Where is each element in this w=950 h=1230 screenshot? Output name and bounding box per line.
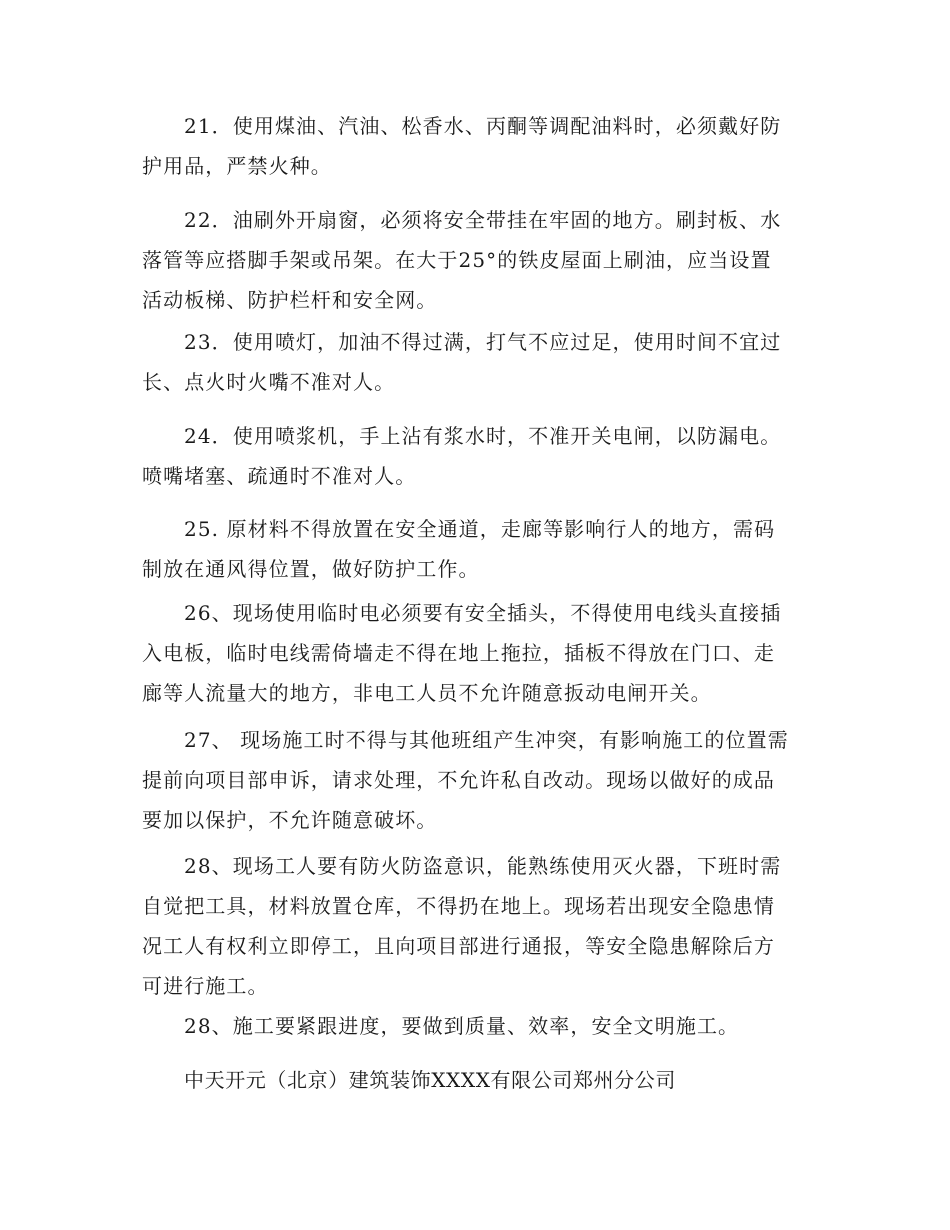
paragraph-line: 提前向项目部申诉，请求处理，不允许私自改动。现场以做好的成品 xyxy=(142,768,775,792)
paragraph-line: 长、点火时火嘴不准对人。 xyxy=(142,370,396,394)
company-signature xyxy=(142,1060,802,1100)
paragraph-line: 25. 原材料不得放置在安全通道，走廊等影响行人的地方，需码 xyxy=(184,517,776,541)
paragraph-line: 23．使用喷灯，加油不得过满，打气不应过足，使用时间不宜过 xyxy=(184,330,782,354)
rule-24-paragraph xyxy=(142,416,802,496)
rule-22-paragraph xyxy=(142,200,802,320)
paragraph-line: 28、现场工人要有防火防盗意识，能熟练使用灭火器，下班时需 xyxy=(184,854,782,878)
rule-27-paragraph xyxy=(142,720,802,840)
paragraph-line: 制放在通风得位置，做好防护工作。 xyxy=(142,557,480,581)
paragraph-line: 自觉把工具，材料放置仓库，不得扔在地上。现场若出现安全隐患情 xyxy=(142,894,775,918)
paragraph-line: 活动板梯、防护栏杆和安全网。 xyxy=(142,288,438,312)
paragraph-line: 22．油刷外开扇窗，必须将安全带挂在牢固的地方。刷封板、水 xyxy=(184,208,782,232)
paragraph-line: 27、 现场施工时不得与其他班组产生冲突，有影响施工的位置需 xyxy=(184,728,789,752)
paragraph-line: 21．使用煤油、汽油、松香水、丙酮等调配油料时，必须戴好防 xyxy=(184,114,782,138)
rule-26-paragraph xyxy=(142,593,802,713)
paragraph-line: 24．使用喷浆机，手上沾有浆水时，不准开关电闸，以防漏电。 xyxy=(184,424,782,448)
paragraph-line: 26、现场使用临时电必须要有安全插头，不得使用电线头直接插 xyxy=(184,601,782,625)
rule-21-paragraph xyxy=(142,106,802,186)
rule-28b-paragraph xyxy=(142,1006,802,1046)
paragraph-line: 可进行施工。 xyxy=(142,974,269,998)
rule-23-paragraph xyxy=(142,322,802,402)
paragraph-line: 入电板，临时电线需倚墙走不得在地上拖拉，插板不得放在门口、走 xyxy=(142,641,775,665)
company-name: 中天开元（北京）建筑装饰XXXX有限公司郑州分公司 xyxy=(184,1068,676,1092)
paragraph-line: 落管等应搭脚手架或吊架。在大于25°的铁皮屋面上刷油，应当设置 xyxy=(142,248,772,272)
paragraph-line: 护用品，严禁火种。 xyxy=(142,154,332,178)
paragraph-line: 廊等人流量大的地方，非电工人员不允许随意扳动电闸开关。 xyxy=(142,681,712,705)
paragraph-line: 28、施工要紧跟进度，要做到质量、效率，安全文明施工。 xyxy=(184,1014,740,1038)
paragraph-line: 喷嘴堵塞、疏通时不准对人。 xyxy=(142,464,417,488)
rule-28-paragraph xyxy=(142,846,802,1006)
paragraph-line: 况工人有权利立即停工，且向项目部进行通报，等安全隐患解除后方 xyxy=(142,934,775,958)
rule-25-paragraph xyxy=(142,509,802,589)
paragraph-line: 要加以保护，不允许随意破坏。 xyxy=(142,808,438,832)
